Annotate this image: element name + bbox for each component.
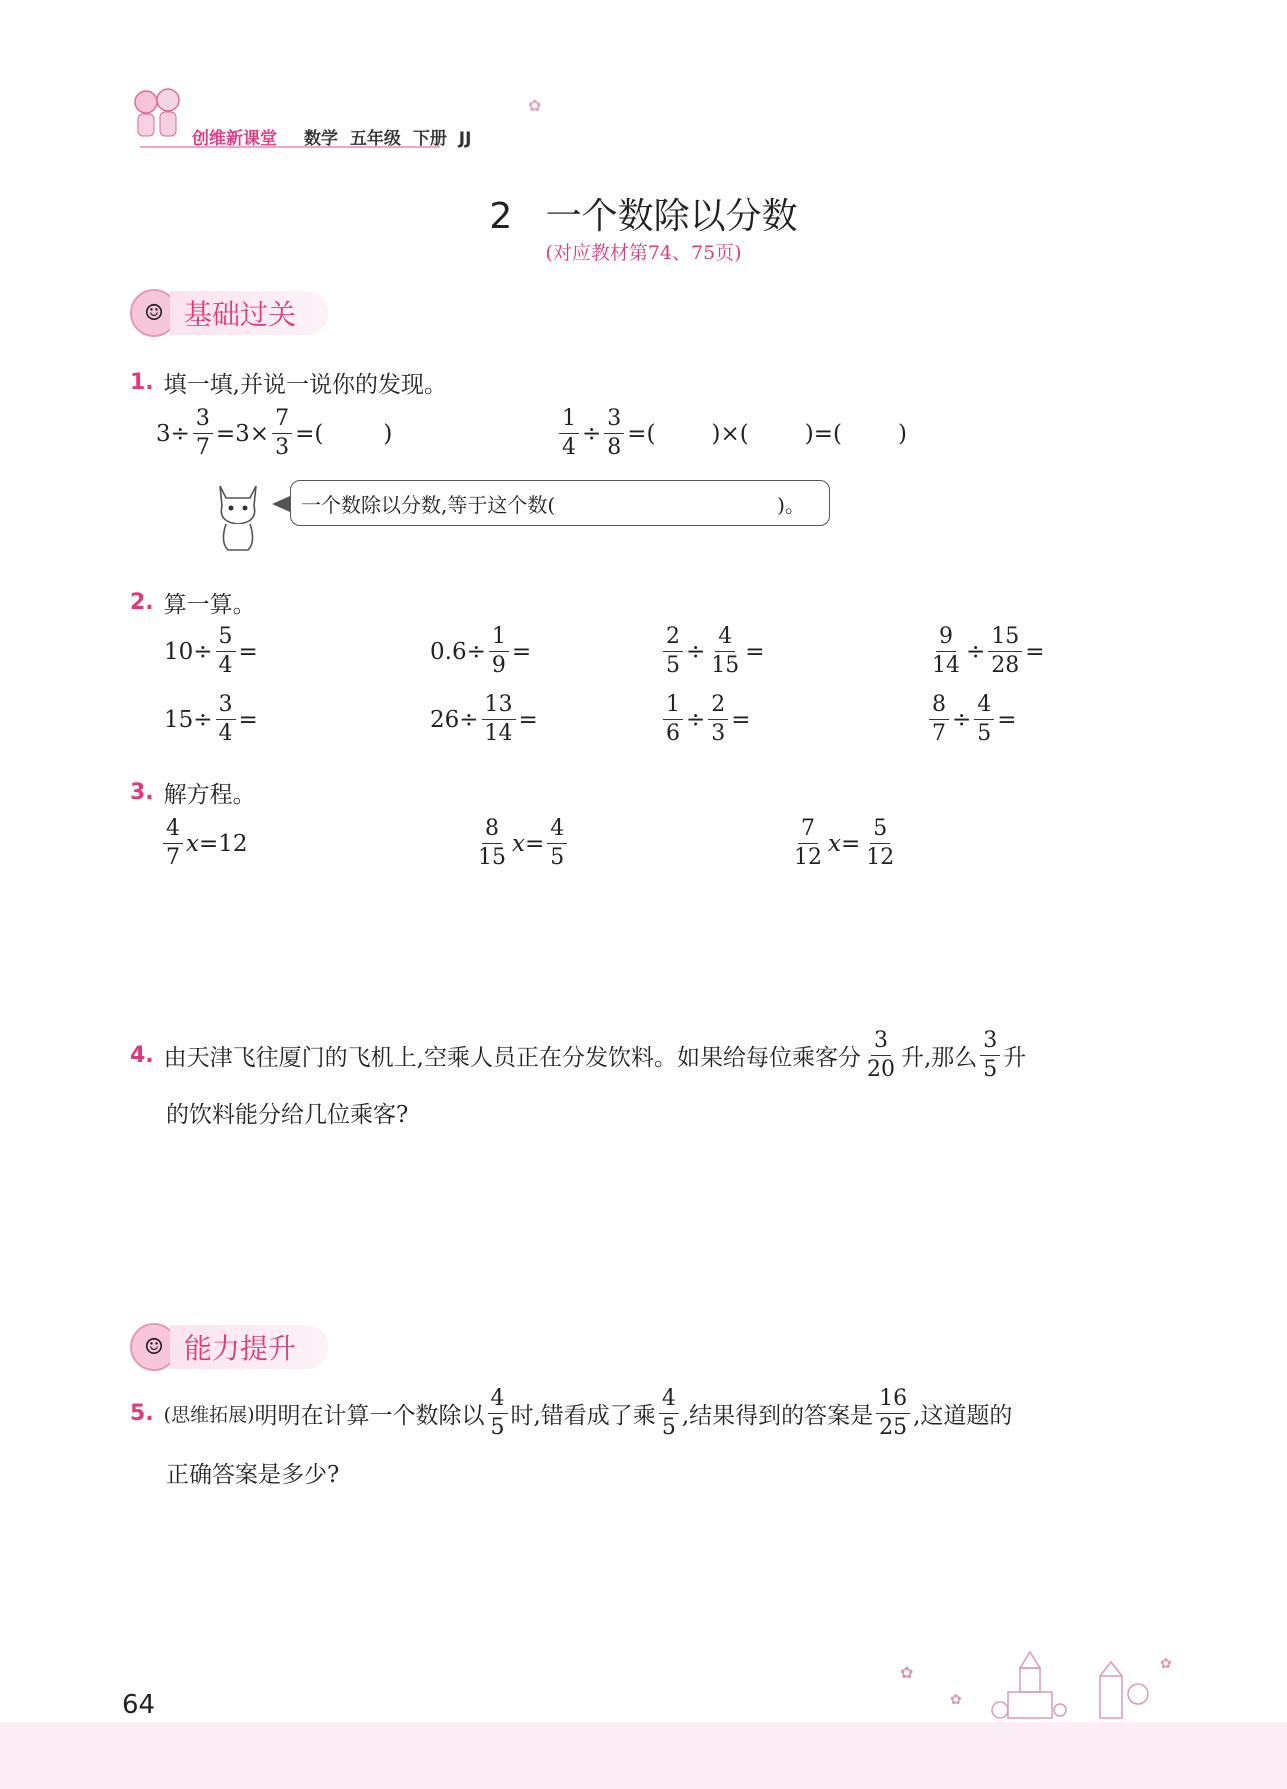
q2-item — [926, 626, 1045, 677]
fraction — [488, 1388, 508, 1439]
fraction — [929, 694, 949, 745]
denominator: 14 — [932, 653, 960, 678]
girl-icon: ☺ — [130, 1323, 178, 1371]
q1-e1-a: 3÷ — [156, 420, 190, 447]
flower-icon: ✿ — [528, 96, 542, 115]
q2-item — [660, 694, 751, 745]
q1-text: 填一填,并说一说你的发现。 — [163, 372, 447, 398]
denominator: 5 — [490, 1415, 505, 1440]
denominator: 5 — [661, 1415, 676, 1440]
q1-e2-op: ÷ — [582, 420, 602, 447]
denominator: 5 — [983, 1057, 998, 1082]
header-subject: 数学 — [304, 129, 338, 149]
header-info — [304, 124, 471, 149]
denominator: 12 — [794, 845, 822, 870]
bubble-text-a: 一个数除以分数,等于这个数( — [301, 492, 556, 517]
header-mascot — [128, 84, 186, 146]
fraction — [708, 626, 742, 677]
q5-text-2: 时,错看成了乘 — [510, 1403, 656, 1429]
fraction — [708, 694, 728, 745]
numerator: 2 — [708, 694, 728, 720]
title-reference: (对应教材第74、75页) — [545, 242, 742, 264]
q3-equation-1 — [160, 818, 248, 869]
numerator: 8 — [929, 694, 949, 720]
question-2 — [130, 586, 256, 619]
section-basic-label: 基础过关 — [170, 291, 328, 335]
q3-e1-eq: =12 — [198, 830, 248, 857]
fraction — [475, 818, 509, 869]
q3-equation-3 — [788, 818, 900, 869]
section-advanced — [130, 1326, 328, 1368]
numerator: 1 — [559, 408, 579, 434]
numerator: 2 — [663, 626, 683, 652]
q1-e2-a: =( — [627, 420, 656, 447]
numerator: 13 — [482, 694, 516, 720]
equals-sign: = — [1025, 638, 1045, 665]
q1-expression-1 — [156, 408, 392, 459]
numerator: 3 — [871, 1030, 891, 1056]
numerator: 4 — [659, 1388, 679, 1414]
equals-sign: = — [511, 638, 532, 665]
q1-e1-c: =( — [295, 420, 324, 447]
denominator: 7 — [932, 721, 946, 746]
equals-sign: = — [518, 706, 538, 733]
equals-sign: = — [238, 706, 258, 733]
fraction — [876, 1388, 910, 1439]
fraction — [604, 408, 624, 459]
q3-number: 3. — [130, 780, 154, 805]
q2-item — [164, 626, 258, 677]
q4-line-2: 的饮料能分给几位乘客? — [166, 1102, 409, 1128]
divide-sign: ÷ — [966, 638, 986, 665]
svg-text:✿: ✿ — [900, 1663, 914, 1682]
denominator: 7 — [166, 845, 180, 870]
equals-sign: = — [524, 830, 545, 857]
numerator: 3 — [193, 408, 213, 434]
numerator: 4 — [488, 1388, 508, 1414]
q4-number: 4. — [130, 1043, 154, 1068]
numerator: 1 — [489, 626, 509, 652]
q5-line-2: 正确答案是多少? — [166, 1462, 340, 1488]
q2-item — [660, 626, 765, 677]
page-title — [0, 188, 1287, 239]
fraction — [663, 694, 683, 745]
section-basic — [130, 292, 328, 334]
denominator: 4 — [218, 653, 233, 678]
variable-x: x — [186, 830, 199, 857]
fraction — [482, 694, 516, 745]
denominator: 6 — [666, 721, 680, 746]
numerator: 9 — [936, 626, 956, 652]
q1-expression-2 — [556, 408, 907, 459]
equals-sign: = — [731, 706, 751, 733]
divide-sign: ÷ — [686, 638, 706, 665]
q4-text-1: 由天津飞往厦门的飞机上,空乘人员正在分发饮料。如果给每位乘客分 — [163, 1045, 861, 1071]
page-number: 64 — [122, 1690, 156, 1720]
q5-text-3: ,结果得到的答案是 — [681, 1403, 874, 1429]
fraction — [663, 626, 683, 677]
q5-text-1: 明明在计算一个数除以 — [254, 1403, 485, 1429]
equals-sign: = — [840, 830, 861, 857]
denominator: 14 — [484, 721, 513, 746]
equals-sign: = — [238, 638, 258, 665]
denominator: 5 — [550, 845, 565, 870]
numerator: 1 — [663, 694, 683, 720]
divide-sign: ÷ — [686, 706, 706, 733]
fraction — [929, 626, 963, 677]
question-4 — [130, 1030, 1026, 1081]
q1-e1-b: =3× — [215, 420, 270, 447]
denominator: 5 — [666, 653, 680, 678]
question-1 — [130, 366, 447, 399]
denominator: 3 — [275, 435, 290, 460]
numerator: 8 — [482, 818, 502, 844]
q2-item — [430, 694, 538, 745]
q3-text: 解方程。 — [163, 782, 256, 808]
q5-number: 5. — [130, 1401, 154, 1426]
fraction — [193, 408, 213, 459]
denominator: 8 — [607, 435, 622, 460]
numerator: 3 — [980, 1030, 1000, 1056]
denominator: 15 — [478, 845, 506, 870]
speech-bubble — [290, 480, 830, 526]
numerator: 16 — [876, 1388, 910, 1414]
fraction — [559, 408, 579, 459]
q1-e2-b: )×( — [711, 420, 749, 447]
fraction — [863, 818, 897, 869]
header-volume: 下册 — [412, 129, 447, 149]
numerator: 3 — [604, 408, 624, 434]
numerator: 15 — [988, 626, 1022, 652]
denominator: 28 — [991, 653, 1020, 678]
variable-x: x — [512, 830, 525, 857]
bubble-text-b: )。 — [777, 492, 805, 517]
svg-text:✿: ✿ — [950, 1692, 962, 1708]
title-number: 2 — [489, 196, 513, 237]
fraction — [659, 1388, 679, 1439]
fraction — [272, 408, 292, 459]
fraction — [988, 626, 1022, 677]
q4-text-2: 升,那么 — [900, 1045, 978, 1071]
numerator: 7 — [272, 408, 292, 434]
divide-sign: ÷ — [952, 706, 972, 733]
denominator: 5 — [977, 721, 992, 746]
fraction — [216, 626, 236, 677]
header-grade: 五年级 — [349, 129, 401, 149]
denominator: 15 — [711, 653, 740, 678]
fraction — [489, 626, 509, 677]
numerator: 5 — [870, 818, 890, 844]
q1-e1-d: ) — [383, 420, 393, 447]
numerator: 5 — [216, 626, 236, 652]
header-edition: JJ — [458, 129, 472, 149]
fraction — [216, 694, 236, 745]
question-5 — [130, 1388, 1012, 1439]
q4-text-3: 升 — [1003, 1045, 1027, 1071]
q2-item — [430, 626, 531, 677]
denominator: 3 — [711, 721, 726, 746]
denominator: 20 — [866, 1057, 895, 1082]
q5-text-4: ,这道题的 — [913, 1403, 1013, 1429]
equals-sign: = — [997, 706, 1017, 733]
question-3 — [130, 776, 256, 809]
castle-illustration — [880, 1648, 1180, 1720]
numerator: 4 — [163, 818, 183, 844]
cat-mascot-icon — [208, 476, 268, 554]
fraction — [980, 1030, 1000, 1081]
numerator: 4 — [715, 626, 735, 652]
denominator: 12 — [866, 845, 895, 870]
title-text: 一个数除以分数 — [545, 196, 798, 237]
q2-text: 算一算。 — [163, 592, 256, 618]
denominator: 9 — [491, 653, 506, 678]
q2-prefix: 0.6÷ — [430, 638, 486, 665]
q1-number: 1. — [130, 370, 154, 395]
svg-text:✿: ✿ — [1160, 1656, 1172, 1672]
header-series: 创维新课堂 — [192, 129, 277, 149]
footer-band — [0, 1722, 1287, 1789]
fraction — [864, 1030, 898, 1081]
fraction — [547, 818, 567, 869]
variable-x: x — [828, 830, 841, 857]
fraction — [974, 694, 994, 745]
denominator: 4 — [562, 435, 576, 460]
bubble-tail — [272, 496, 290, 512]
q1-e2-c: )=( — [804, 420, 842, 447]
girl-icon: ☺ — [130, 289, 178, 337]
denominator: 25 — [879, 1415, 908, 1440]
fraction — [791, 818, 825, 869]
numerator: 7 — [798, 818, 818, 844]
numerator: 4 — [547, 818, 567, 844]
q2-item — [164, 694, 258, 745]
equals-sign: = — [745, 638, 765, 665]
denominator: 4 — [218, 721, 233, 746]
denominator: 7 — [195, 435, 210, 460]
q2-number: 2. — [130, 590, 154, 615]
q2-prefix: 15÷ — [164, 706, 213, 733]
fraction — [163, 818, 183, 869]
q2-prefix: 26÷ — [430, 706, 479, 733]
q1-e2-d: ) — [897, 420, 907, 447]
numerator: 3 — [216, 694, 236, 720]
section-advanced-label: 能力提升 — [170, 1325, 328, 1369]
q2-item — [926, 694, 1017, 745]
q2-prefix: 10÷ — [164, 638, 213, 665]
q3-equation-2 — [472, 818, 570, 869]
q5-tag: (思维拓展) — [163, 1404, 255, 1426]
numerator: 4 — [974, 694, 994, 720]
